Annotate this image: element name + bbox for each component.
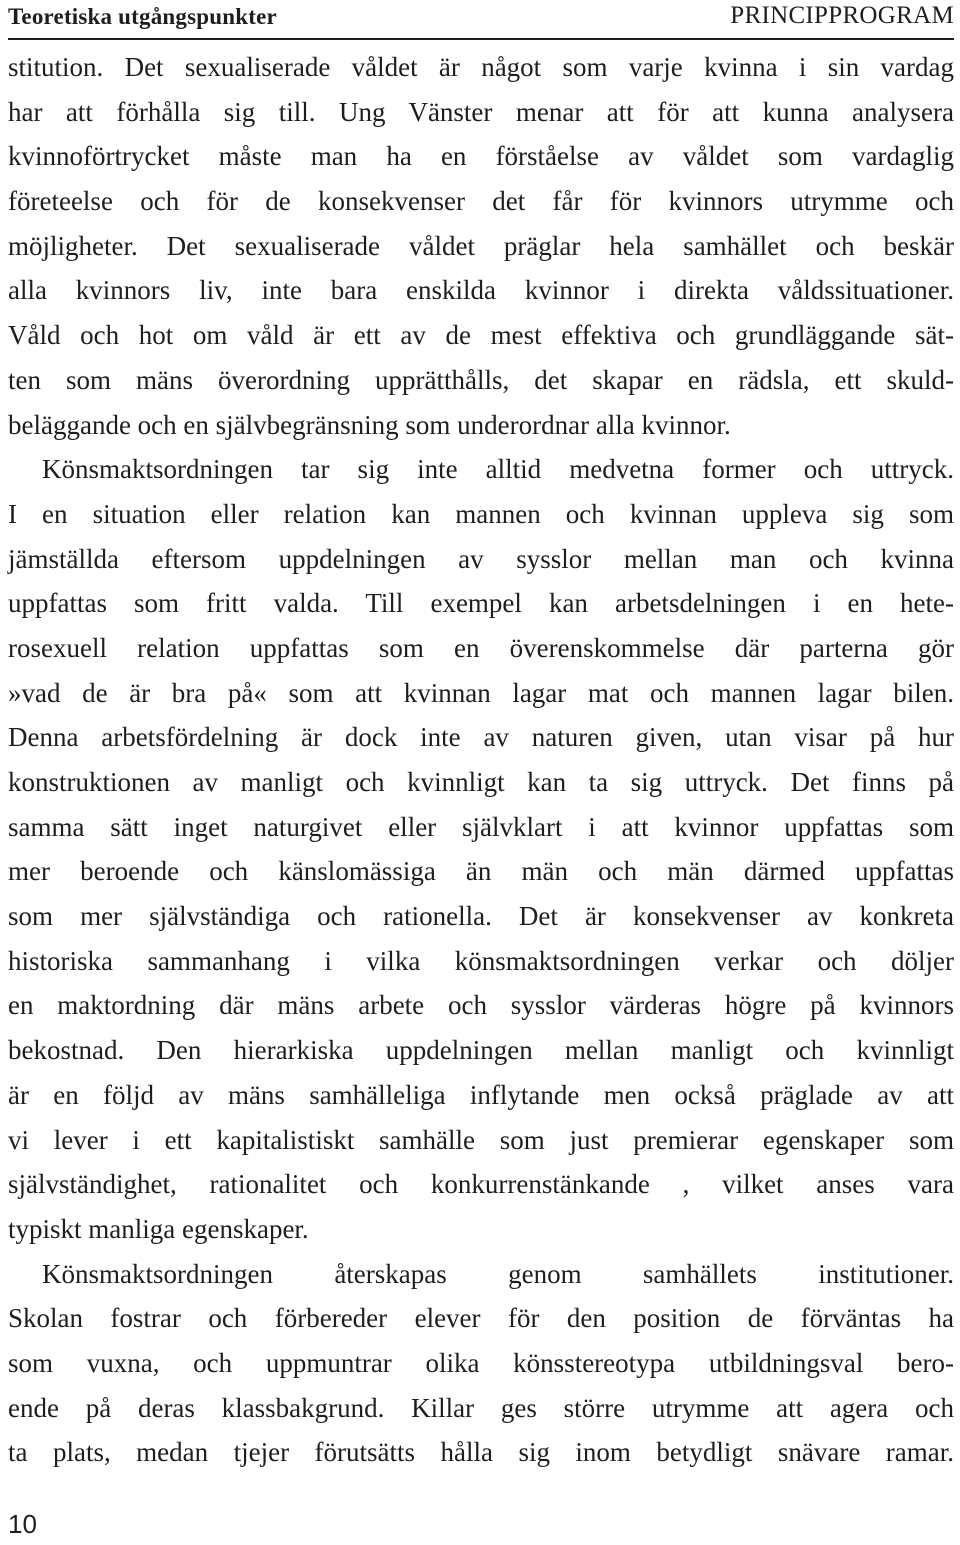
text-line: ta plats, medan tjejer förutsätts hålla sig inom betydligt snävare ramar. xyxy=(8,1437,954,1468)
text-line: bekostnad. Den hierarkiska uppdelningen mellan manligt och kvinnligt xyxy=(8,1035,954,1066)
text-line: kvinnoförtrycket måste man ha en förståelse av våldet som vardaglig xyxy=(8,141,954,172)
text-line: självständighet, rationalitet och konkurrenstänkande , vilket anses vara xyxy=(8,1169,954,1200)
text-line: beläggande och en självbegränsning som underordnar alla kvinnor. xyxy=(8,409,731,440)
text-line: I en situation eller relation kan mannen och kvinnan uppleva sig som xyxy=(8,498,954,529)
text-line: Denna arbetsfördelning är dock inte av naturen given, utan visar på hur xyxy=(8,722,954,753)
text-line: jämställda eftersom uppdelningen av sysslor mellan man och kvinna xyxy=(8,543,954,574)
text-line: Könsmaktsordningen tar sig inte alltid medvetna former och uttryck. xyxy=(42,454,954,485)
text-line: som vuxna, och uppmuntrar olika könsstereotypa utbildningsval bero- xyxy=(8,1347,954,1378)
text-line: ten som mäns överordning upprätthålls, det skapar en rädsla, ett skuld- xyxy=(8,364,954,395)
document-title: PRINCIPPROGRAM xyxy=(730,2,954,29)
paragraph-1 xyxy=(8,45,954,447)
text-line: som mer självständiga och rationella. Det är konsekvenser av konkreta xyxy=(8,901,954,932)
text-line: en maktordning där mäns arbete och sysslor värderas högre på kvinnors xyxy=(8,990,954,1021)
body-text xyxy=(8,45,954,1475)
section-title: Teoretiska utgångspunkter xyxy=(8,4,277,29)
text-line: Våld och hot om våld är ett av de mest effektiva och grundläggande sät- xyxy=(8,320,954,351)
text-line: »vad de är bra på« som att kvinnan lagar mat och mannen lagar bilen. xyxy=(8,677,954,708)
text-line: företeelse och för de konsekvenser det får för kvinnors utrymme och xyxy=(8,186,954,217)
text-line: alla kvinnors liv, inte bara enskilda kvinnor i direkta våldssituationer. xyxy=(8,275,954,306)
text-line: typiskt manliga egenskaper. xyxy=(8,1213,309,1244)
text-line: stitution. Det sexualiserade våldet är något som varje kvinna i sin vardag xyxy=(8,52,954,82)
page-number: 10 xyxy=(8,1509,37,1539)
text-line: har att förhålla sig till. Ung Vänster menar att för att kunna analysera xyxy=(8,96,954,127)
text-line: mer beroende och känslomässiga än män och män därmed uppfattas xyxy=(8,856,954,887)
text-line: Skolan fostrar och förbereder elever för den position de förväntas ha xyxy=(8,1303,954,1334)
text-line: ende på deras klassbakgrund. Killar ges större utrymme att agera och xyxy=(8,1392,954,1423)
text-line: uppfattas som fritt valda. Till exempel kan arbetsdelningen i en hete- xyxy=(8,588,954,619)
text-line: vi lever i ett kapitalistiskt samhälle som just premierar egenskaper som xyxy=(8,1124,954,1155)
text-line: samma sätt inget naturgivet eller självklart i att kvinnor uppfattas som xyxy=(8,811,954,842)
text-line: konstruktionen av manligt och kvinnligt kan ta sig uttryck. Det finns på xyxy=(8,767,954,797)
text-line: Könsmaktsordningen återskapas genom samhällets institutioner. xyxy=(42,1258,954,1289)
text-line: historiska sammanhang i vilka könsmaktsordningen verkar och döljer xyxy=(8,945,954,976)
paragraph-3 xyxy=(8,1252,954,1475)
text-line: rosexuell relation uppfattas som en överenskommelse där parterna gör xyxy=(8,632,954,663)
text-line: är en följd av mäns samhälleliga inflytande men också präglade av att xyxy=(8,1079,954,1110)
page-header xyxy=(8,0,954,40)
text-line: möjligheter. Det sexualiserade våldet präglar hela samhället och beskär xyxy=(8,230,954,261)
paragraph-2 xyxy=(8,447,954,1251)
